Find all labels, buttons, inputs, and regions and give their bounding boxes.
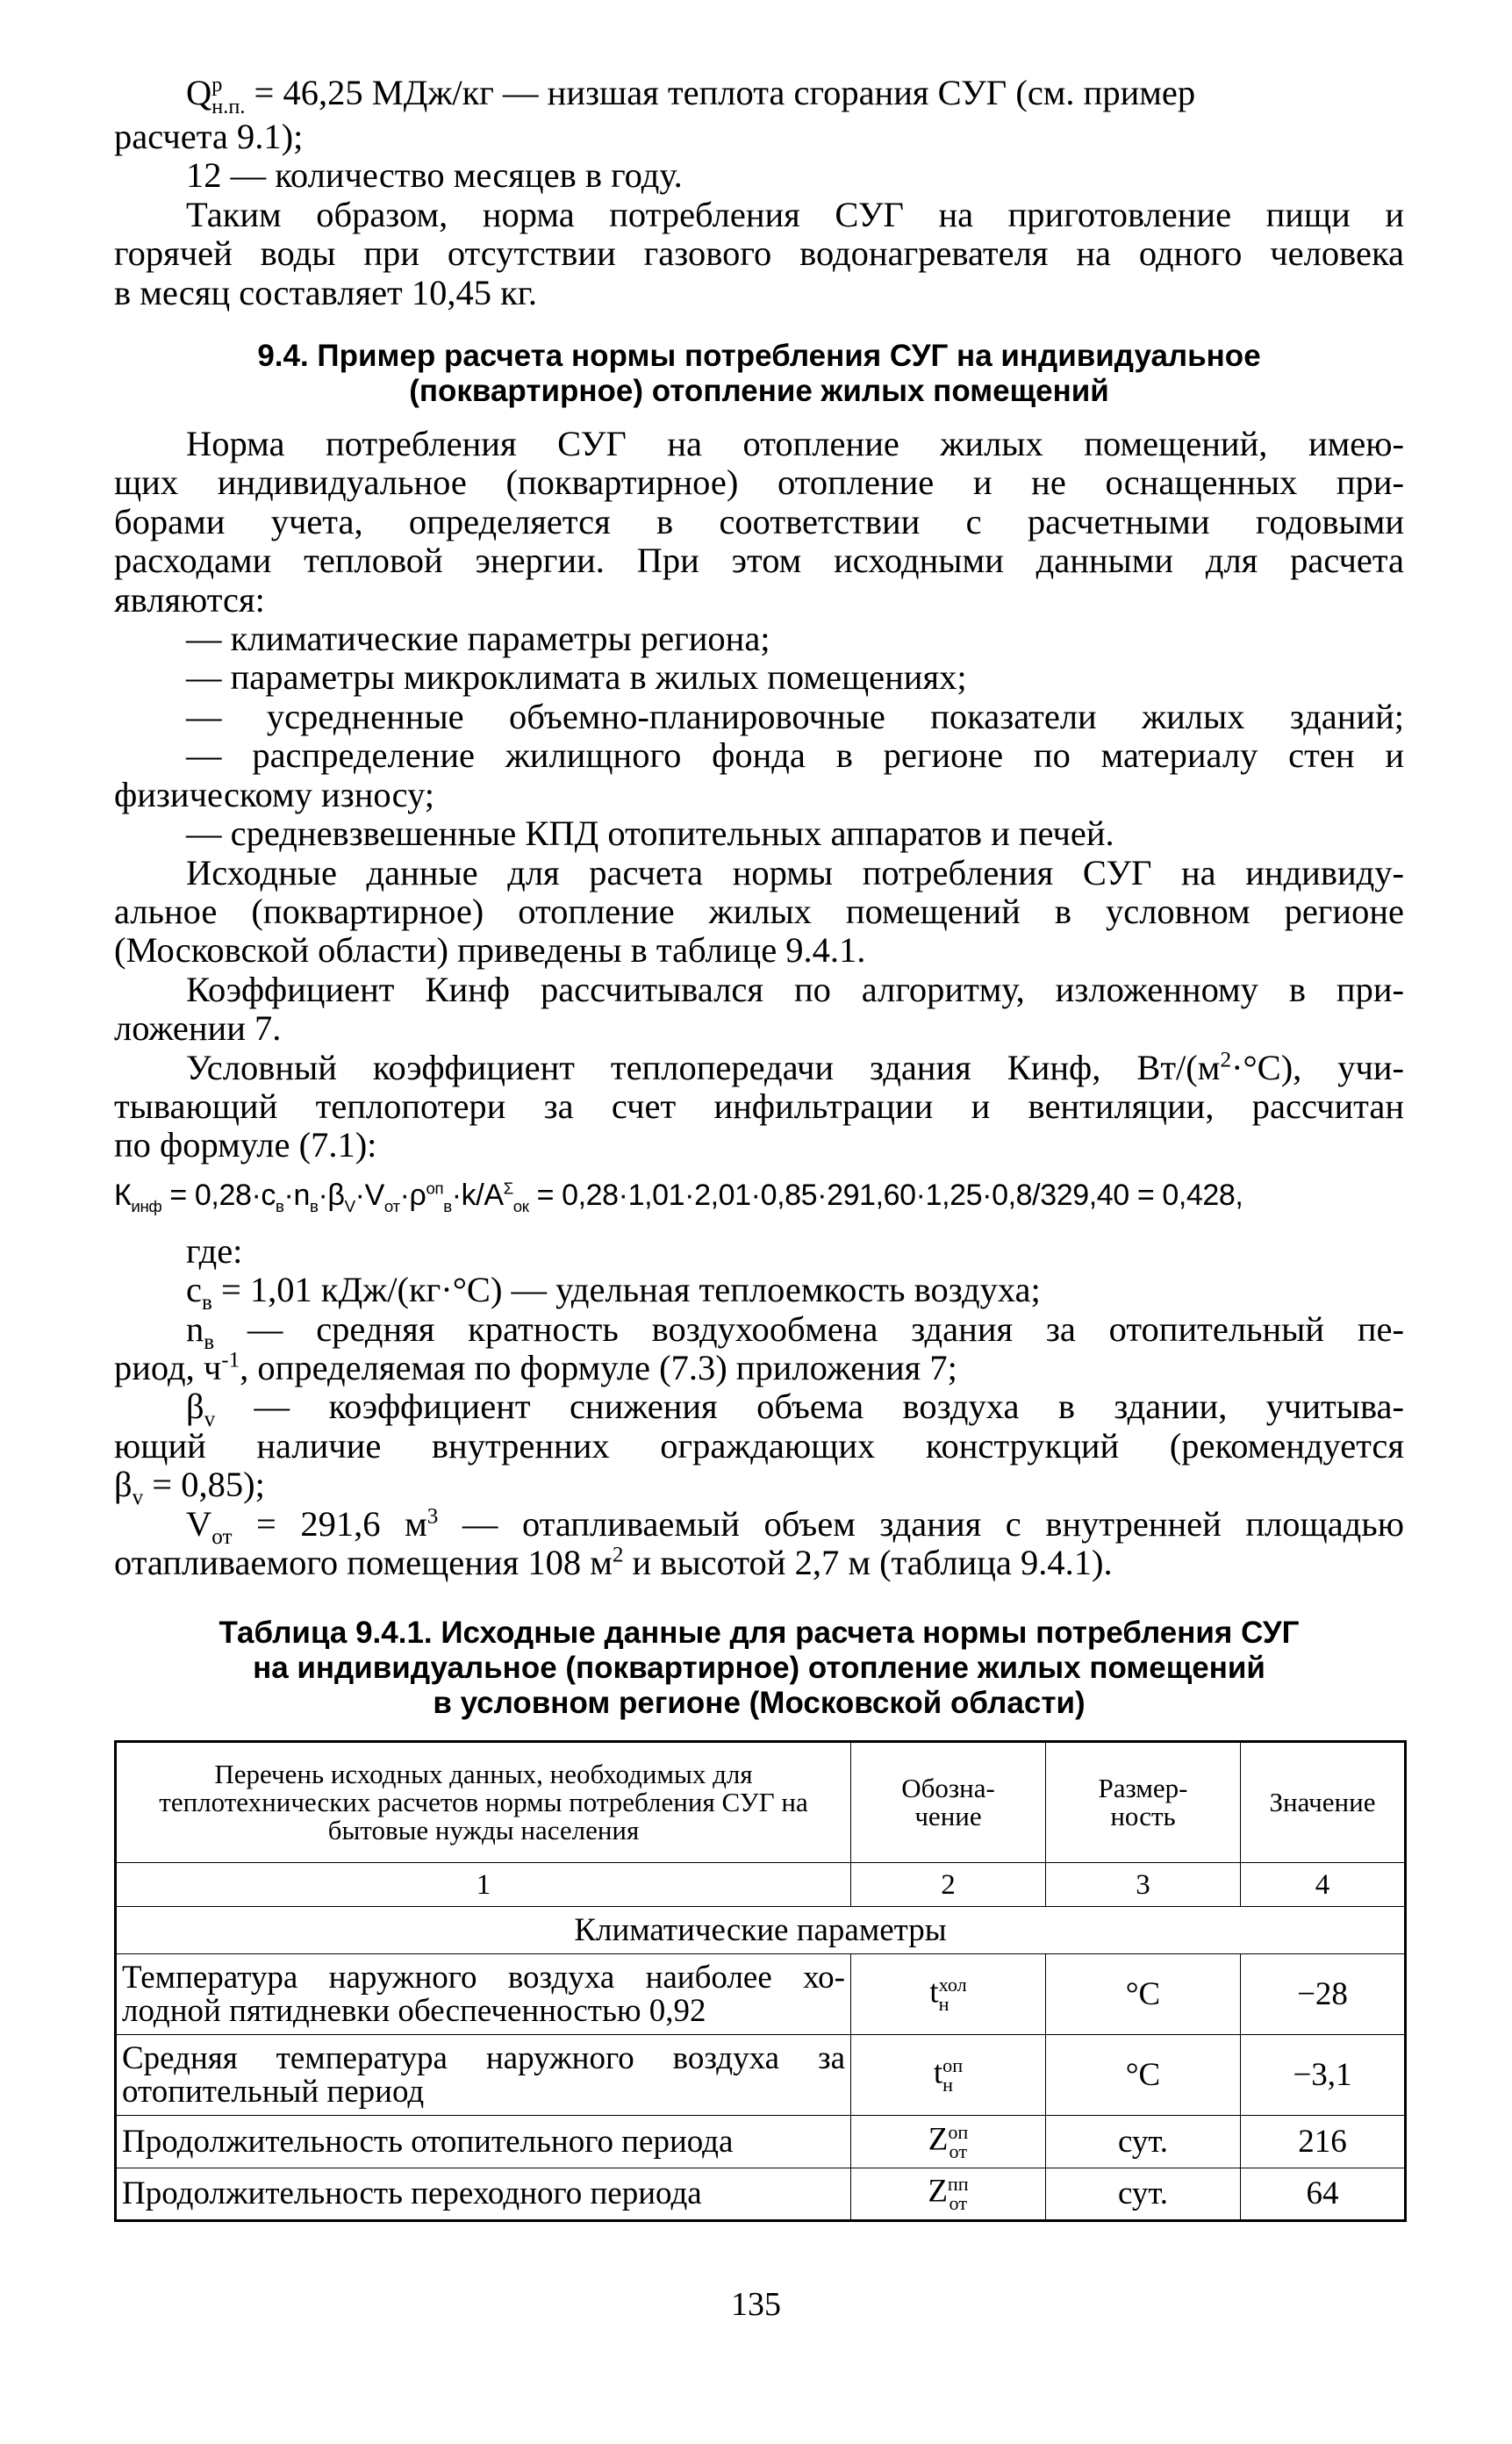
row-4-name: Продолжительность переходного периода xyxy=(116,2168,851,2221)
conclusion-line-3: в месяц составляет 10,45 кг. xyxy=(114,272,537,312)
formula-part3: ·β xyxy=(318,1178,345,1212)
def-bv-sym: β xyxy=(186,1387,204,1427)
header-col-4: Значение xyxy=(1241,1742,1406,1863)
q-definition-cont: расчета 9.1); xyxy=(114,117,304,156)
formula-vot-sub: от xyxy=(383,1196,400,1215)
para4-line-3: по формуле (7.1): xyxy=(114,1125,377,1165)
q-sup: р xyxy=(211,73,223,97)
def-bv-text-3b: = 0,85); xyxy=(143,1465,265,1505)
formula-cv-sub: в xyxy=(276,1196,284,1215)
def-bv-line-2: ющий наличие внутренних ограждающих конструкций (рекомендуется xyxy=(114,1425,1404,1466)
document-page xyxy=(114,74,1404,2222)
formula-rho-sup: оп xyxy=(426,1179,444,1198)
formula-nv-sub: в xyxy=(309,1196,319,1215)
row-3-symbol xyxy=(851,2116,1046,2168)
para3-line-2: ложении 7. xyxy=(114,1008,282,1049)
row-3-sym: Z xyxy=(928,2121,949,2158)
para2-line-3: (Московской области) приведены в таблице 9.4.1. xyxy=(114,930,866,971)
header-col-2: Обозна-чение xyxy=(851,1742,1046,1863)
def-vot-text-2a: отапливаемого помещения 108 м xyxy=(114,1543,613,1582)
number-col-3: 3 xyxy=(1046,1863,1241,1907)
section-heading-1: 9.4. Пример расчета нормы потребления СУГ на индивидуальное xyxy=(257,339,1261,374)
def-vot-text-1b: — отапливаемый объем здания с внутренней площадью xyxy=(438,1503,1404,1544)
def-nv-text-2a: риод, ч xyxy=(114,1347,222,1387)
bullet-5: — средневзвешенные КПД отопительных аппаратов и печей. xyxy=(186,813,1114,854)
formula-part6: ·k/A xyxy=(451,1178,504,1212)
page-number: 135 xyxy=(731,2286,781,2323)
def-vot-text-1a: = 291,6 м xyxy=(232,1503,427,1544)
formula-lhs: К xyxy=(114,1178,132,1212)
formula-7-1 xyxy=(114,1176,1404,1215)
para1-line-3: борами учета, определяется в соответствии с расчетными годовыми xyxy=(114,501,1404,541)
def-nv-text-2b: , определяемая по формуле (7.3) приложения 7; xyxy=(240,1347,957,1387)
para1-line-4: расходами тепловой энергии. При этом исходными данными для расчета xyxy=(114,541,1404,581)
header-col-1: Перечень исходных данных, необходимых для теплотехнических расчетов нормы потребления СУГ на бытовые нужды населения xyxy=(116,1742,851,1863)
bullet-2: — параметры микроклимата в жилых помещениях; xyxy=(186,657,967,698)
para4-text-b: ·°С), учи- xyxy=(1231,1047,1405,1087)
para3-line-1: Коэффициент Кинф рассчитывался по алгоритму, изложенному в при- xyxy=(186,969,1404,1009)
row-4-symbol xyxy=(851,2168,1046,2221)
para1-line-2: щих индивидуальное (поквартирное) отопление и не оснащенных при- xyxy=(114,462,1404,503)
row-3-value: 216 xyxy=(1241,2116,1406,2168)
def-nv-line-1 xyxy=(114,1308,1404,1354)
conclusion-line-1: Таким образом, норма потребления СУГ на приготовление пищи и xyxy=(186,194,1404,234)
bullet-1: — климатические параметры региона; xyxy=(186,619,770,659)
where-label: где: xyxy=(186,1230,243,1271)
table-row xyxy=(116,2035,1406,2116)
table-caption-line-2: на индивидуальное (поквартирное) отопление жилых помещений xyxy=(253,1651,1265,1686)
para2-line-1: Исходные данные для расчета нормы потребления СУГ на индивиду- xyxy=(186,852,1404,892)
formula-rhs: = 0,28·1,01·2,01·0,85·291,60·1,25·0,8/329,40 = 0,428, xyxy=(528,1178,1243,1212)
row-2-sym-sub: н xyxy=(942,2073,954,2096)
def-vot-sup: 3 xyxy=(426,1504,439,1529)
table-header-row xyxy=(116,1742,1406,1863)
table-row xyxy=(116,1954,1406,2035)
row-2-sym: t xyxy=(933,2054,943,2091)
formula-part1: = 0,28·с xyxy=(161,1178,276,1212)
def-vot-sym: V xyxy=(186,1503,212,1544)
row-3-sym-sub: от xyxy=(949,2139,968,2162)
def-bv-text-1: — коэффициент снижения объема воздуха в здании, учитыва- xyxy=(215,1387,1404,1427)
row-1-unit: °С xyxy=(1046,1954,1241,2035)
para1-line-1: Норма потребления СУГ на отопление жилых помещений, имею- xyxy=(186,424,1404,464)
section-heading-2: (поквартирное) отопление жилых помещений xyxy=(409,374,1109,409)
formula-bv-sub: V xyxy=(344,1196,355,1215)
table-caption-line-3: в условном регионе (Московской области) xyxy=(433,1686,1086,1721)
def-nv-sup: -1 xyxy=(221,1348,240,1373)
def-nv-line-2 xyxy=(114,1349,1404,1387)
number-col-1: 1 xyxy=(116,1863,851,1907)
formula-part4: ·V xyxy=(355,1178,384,1212)
formula-a-sup: Σ xyxy=(503,1179,513,1198)
para1-line-5: являются: xyxy=(114,579,265,620)
row-1-value: −28 xyxy=(1241,1954,1406,2035)
header-col-3: Размер-ность xyxy=(1046,1742,1241,1863)
para4-line-1 xyxy=(114,1049,1404,1087)
para2-line-2: альное (поквартирное) отопление жилых помещений в условном регионе xyxy=(114,891,1404,931)
row-2-symbol xyxy=(851,2035,1046,2116)
row-4-sym-sub: от xyxy=(949,2192,968,2215)
row-1-name: Температура наружного воздуха наиболее хо-лодной пятидневки обеспеченностью 0,92 xyxy=(116,1954,851,2035)
def-nv-text-1: — средняя кратность воздухообмена здания за отопительный пе- xyxy=(214,1308,1404,1349)
def-vot-sup2: 2 xyxy=(612,1543,624,1567)
def-bv-line-1 xyxy=(114,1387,1404,1432)
row-4-value: 64 xyxy=(1241,2168,1406,2221)
q-symbol: Q xyxy=(186,73,212,112)
def-bv-line-3 xyxy=(114,1465,1404,1510)
bullet-4-line-1: — распределение жилищного фонда в регионе по материалу стен и xyxy=(186,735,1404,776)
row-1-sym: t xyxy=(929,1974,939,2010)
formula-part5: ·ρ xyxy=(399,1178,426,1212)
para4-sup: 2 xyxy=(1220,1048,1231,1072)
number-col-2: 2 xyxy=(851,1863,1046,1907)
q-definition xyxy=(114,74,1404,118)
row-2-sym-sup: оп xyxy=(942,2053,964,2076)
row-1-symbol xyxy=(851,1954,1046,2035)
row-2-unit: °С xyxy=(1046,2035,1241,2116)
bullet-3: — усредненные объемно-планировочные показатели жилых зданий; xyxy=(186,696,1404,736)
q-text: = 46,25 МДж/кг — низшая теплота сгорания СУГ (см. пример xyxy=(245,73,1196,112)
def-vot-sub: от xyxy=(211,1524,233,1549)
row-4-sym-sup: пп xyxy=(947,2173,969,2196)
row-1-sym-sup: хол xyxy=(938,1973,967,1996)
def-nv-sym: n xyxy=(186,1308,204,1349)
table-row xyxy=(116,2168,1406,2221)
para4-line-2: тывающий теплопотери за счет инфильтрации и вентиляции, рассчитан xyxy=(114,1086,1404,1126)
def-bv-text-3sub: v xyxy=(132,1486,144,1510)
para4-text-a: Условный коэффициент теплопередачи здания Кинф, Вт/(м xyxy=(186,1047,1221,1087)
table-caption-line-1: Таблица 9.4.1. Исходные данные для расчета нормы потребления СУГ xyxy=(219,1616,1300,1651)
data-table xyxy=(114,1740,1407,2222)
formula-rho-sub: в xyxy=(443,1196,452,1215)
table-group-row xyxy=(116,1907,1406,1954)
row-4-unit: сут. xyxy=(1046,2168,1241,2221)
row-3-unit: сут. xyxy=(1046,2116,1241,2168)
q-sub: н.п. xyxy=(211,94,246,118)
number-col-4: 4 xyxy=(1241,1863,1406,1907)
row-2-value: −3,1 xyxy=(1241,2035,1406,2116)
row-1-sym-sub: н xyxy=(938,1992,949,2015)
bullet-4-line-2: физическому износу; xyxy=(114,774,435,814)
conclusion-line-2: горячей воды при отсутствии газового водонагревателя на одного человека xyxy=(114,233,1404,274)
def-vot-line-2 xyxy=(114,1544,1404,1582)
row-4-sym: Z xyxy=(928,2173,948,2210)
def-bv-sub: v xyxy=(204,1408,216,1432)
def-bv-text-3a: β xyxy=(114,1465,133,1505)
def-vot-text-2b: и высотой 2,7 м (таблица 9.4.1). xyxy=(623,1543,1113,1582)
row-2-name: Средняя температура наружного воздуха за отопительный период xyxy=(116,2035,851,2116)
def-cv-sub: в xyxy=(201,1291,212,1315)
def-nv-sub: в xyxy=(204,1330,215,1354)
table-row xyxy=(116,2116,1406,2168)
formula-lhs-sub: инф xyxy=(131,1196,162,1215)
formula-part2: ·n xyxy=(283,1178,310,1212)
formula-a-sub: ок xyxy=(512,1196,529,1215)
def-vot-line-1 xyxy=(114,1503,1404,1549)
def-cv-text: = 1,01 кДж/(кг·°С) — удельная теплоемкость воздуха; xyxy=(211,1270,1041,1310)
row-3-name: Продолжительность отопительного периода xyxy=(116,2116,851,2168)
def-cv-sym: с xyxy=(186,1270,202,1310)
table-number-row xyxy=(116,1863,1406,1907)
months-line: 12 — количество месяцев в году. xyxy=(186,155,683,196)
def-cv xyxy=(114,1270,1404,1315)
group-climate: Климатические параметры xyxy=(116,1907,1406,1954)
row-3-sym-sup: оп xyxy=(948,2120,969,2143)
